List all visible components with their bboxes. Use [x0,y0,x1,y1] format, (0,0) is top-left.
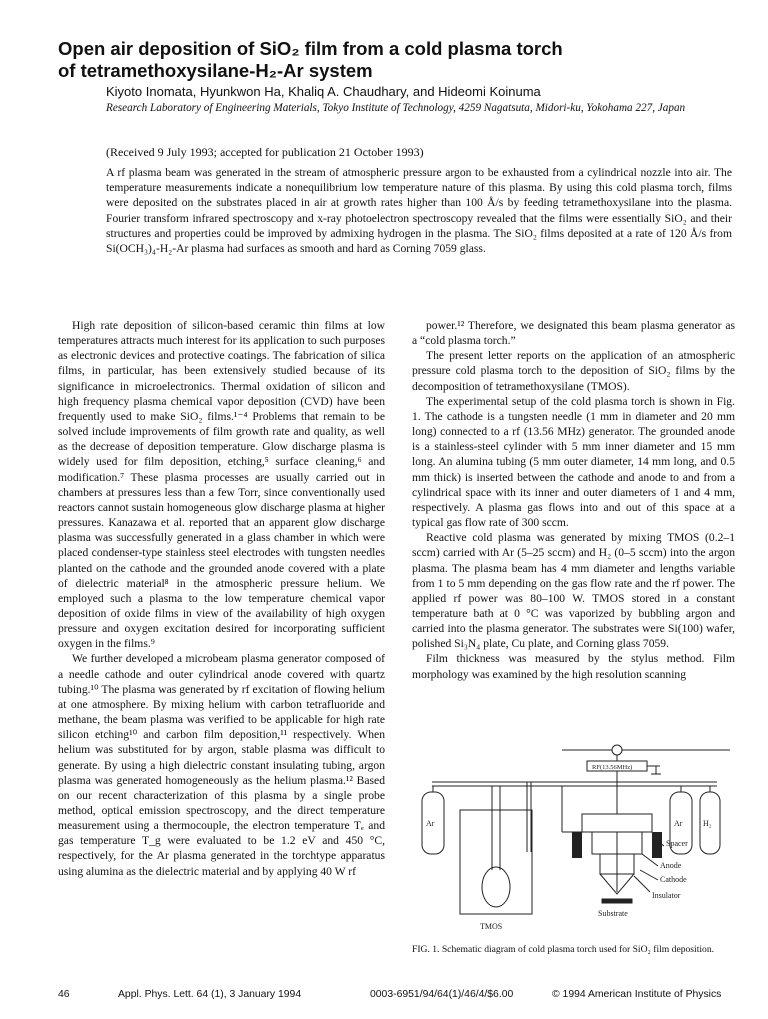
tmos-flask [482,867,510,907]
paragraph: The present letter reports on the application of an atmospheric pressure cold plasma torch to the deposition of SiO₂ films by the decomposition of tetramethoxysilane (TMOS). [412,349,735,393]
label-ar-left: Ar [426,819,435,828]
left-column [58,318,385,879]
paragraph: Reactive cold plasma was generated by mixing TMOS (0.2–1 sccm) carried with Ar (5–25 sccm) and H₂ (0–5 sccm) into the argon plasma. The plasma beam has 4 mm diameter and lengths variable from 1 to 5 mm depending on the gas flow rate and the rf power. The applied rf power was 80–100 W. TMOS stored in a constant temperature bath at 0 °C was vaporized by bubbling argon and carried into the plasma generator. The substrates were Si(100) wafer, polished Si₃N₄ plate, Cu plate, and Corning glass 7059. [412,531,735,651]
figure-caption: FIG. 1. Schematic diagram of cold plasma torch used for SiO₂ film deposition. [412,944,715,955]
received-dates: (Received 9 July 1993; accepted for publication 21 October 1993) [106,145,424,159]
rf-source-symbol [612,745,622,755]
paragraph: High rate deposition of silicon-based ceramic thin films at low temperatures attracts much interest for its application to such purposes as electronic devices and protective coatings. The fabrication of silica films, in particular, has been extensively studied because of its significance in microelectronics. Thermal oxidation of silicon and high frequency plasma chemical vapor deposition (CVD) have been frequently used to make SiO₂ films.¹⁻⁴ Problems that remain to be solved include improvements of film growth rate and quality, as well as the decrease of deposition temperature. Glow discharge plasma is widely used for film deposition, etching,⁵ surface cleaning,⁶ and modification.⁷ These plasma processes are usually carried out in chambers at pressures less than a few Torr, since conventionally used reactors cannot sustain homogeneous glow discharge plasma at higher pressures. Kanazawa et al. reported that an apparent glow discharge plasma was successfully generated in a glass chamber in which were placed condenser-type stainless steel electrodes with tungsten needles planted on the cathode and the grounded anode covered with a plate of dielectric material⁸ in the atmospheric pressure helium. We employed such a plasma to the low temperature chemical vapor deposition of oxide films in view of the availability of high oxygen pressure and oxygen excitation desired for incorporating sufficient oxygen in the films.⁹ [58,319,385,651]
label-cathode: Cathode [660,875,687,884]
label-ar-right: Ar [674,819,683,828]
torch-spacer [582,814,652,832]
paragraph: The experimental setup of the cold plasma torch is shown in Fig. 1. The cathode is a tungsten needle (1 mm in diameter and 20 mm long) connected to a rf (13.56 MHz) generator. The grounded anode is a stainless-steel cylinder with 5 mm inner diameter and 15 mm long. An alumina tubing (5 mm outer diameter, 14 mm long, and 0.5 mm thick) is inserted between the cathode and anode to and from a cylindrical space with its inner and outer diameters of 1 and 4 mm, respectively. A plasma gas flows into and out of this space at a typical gas flow rate of 300 sccm. [412,394,735,530]
label-tmos: TMOS [480,922,503,931]
label-anode: Anode [660,861,682,870]
copyright: © 1994 American Institute of Physics [552,989,722,1000]
affiliation: Research Laboratory of Engineering Materials, Tokyo Institute of Technology, 4259 Nagatsuta, Midori-ku, Yokohama 227, Japan [106,102,686,114]
article-code: 0003-6951/94/64(1)/46/4/$6.00 [370,989,514,1000]
torch-hatch-left [572,832,582,858]
author-list: Kiyoto Inomata, Hyunkwon Ha, Khaliq A. Chaudhary, and Hideomi Koinuma [106,84,541,99]
paragraph: power.¹² Therefore, we designated this beam plasma generator as a “cold plasma torch.” [412,319,735,348]
label-insulator: Insulator [652,891,681,900]
abstract: A rf plasma beam was generated in the stream of atmospheric pressure argon to be exhausted from a cylindrical nozzle into air. The temperature measurements indicate a nonequilibrium low temperature nature of this plasma. By using this cold plasma torch, films were deposited on the substrates placed in air at growth rates higher than 100 Å/s by feeding tetramethoxysilane into the plasma. Fourier transform infrared spectroscopy and x-ray photoelectron spectroscopy revealed that the films were essentially SiO₂ and their structures and properties could be improved by admixing hydrogen in the plasma. The SiO₂ films deposited at a rate of 120 Å/s from Si(OCH₃)₄-H₂-Ar plasma had surfaces as smooth and hard as Corning 7059 glass. [106,166,732,256]
journal-citation: Appl. Phys. Lett. 64 (1), 3 January 1994 [118,989,302,1000]
figure-1-schematic [412,742,735,938]
title-line-2: of tetramethoxysilane-H₂-Ar system [58,60,373,81]
paragraph: We further developed a microbeam plasma generator composed of a needle cathode and outer cylindrical anode covered with quartz tubing.¹⁰ The plasma was generated by rf excitation of flowing helium at one atmosphere. By mixing helium with carbon tetrafluoride and methane, the beam plasma was verified to be applicable for high rate silicon etching¹⁰ and carbon film deposition,¹¹ respectively. When helium was substituted for by argon, stable plasma was difficult to generate. By using a high dielectric constant insulating tubing, argon plasma was generated homogeneously as the helium plasma.¹² Based on our recent characterization of this plasma by a single probe method, optical emission spectroscopy, and the direct temperature measurement using a thermocouple, the electron temperature Tₑ and gas temperature T_g were evaluated to be 1.2 eV and 450 °C, respectively, for the Ar plasma generated in the torchtype apparatus using alumina as the dielectric material and by applying 40 W rf [58,652,385,878]
title-line-1: Open air deposition of SiO₂ film from a cold plasma torch [58,38,563,59]
label-rf: RF(13.56MHz) [592,764,633,771]
label-h2: H₂ [703,819,712,828]
page-number: 46 [58,989,70,1000]
constant-temperature-bath [460,810,532,914]
label-substrate: Substrate [598,909,628,918]
paper-title [58,38,718,82]
right-column [412,318,735,682]
substrate-plate [602,899,632,903]
torch-hatch-right [652,832,662,858]
label-spacer: Spacer [666,839,688,848]
paragraph: Film thickness was measured by the stylus method. Film morphology was examined by the high resolution scanning [412,652,735,681]
